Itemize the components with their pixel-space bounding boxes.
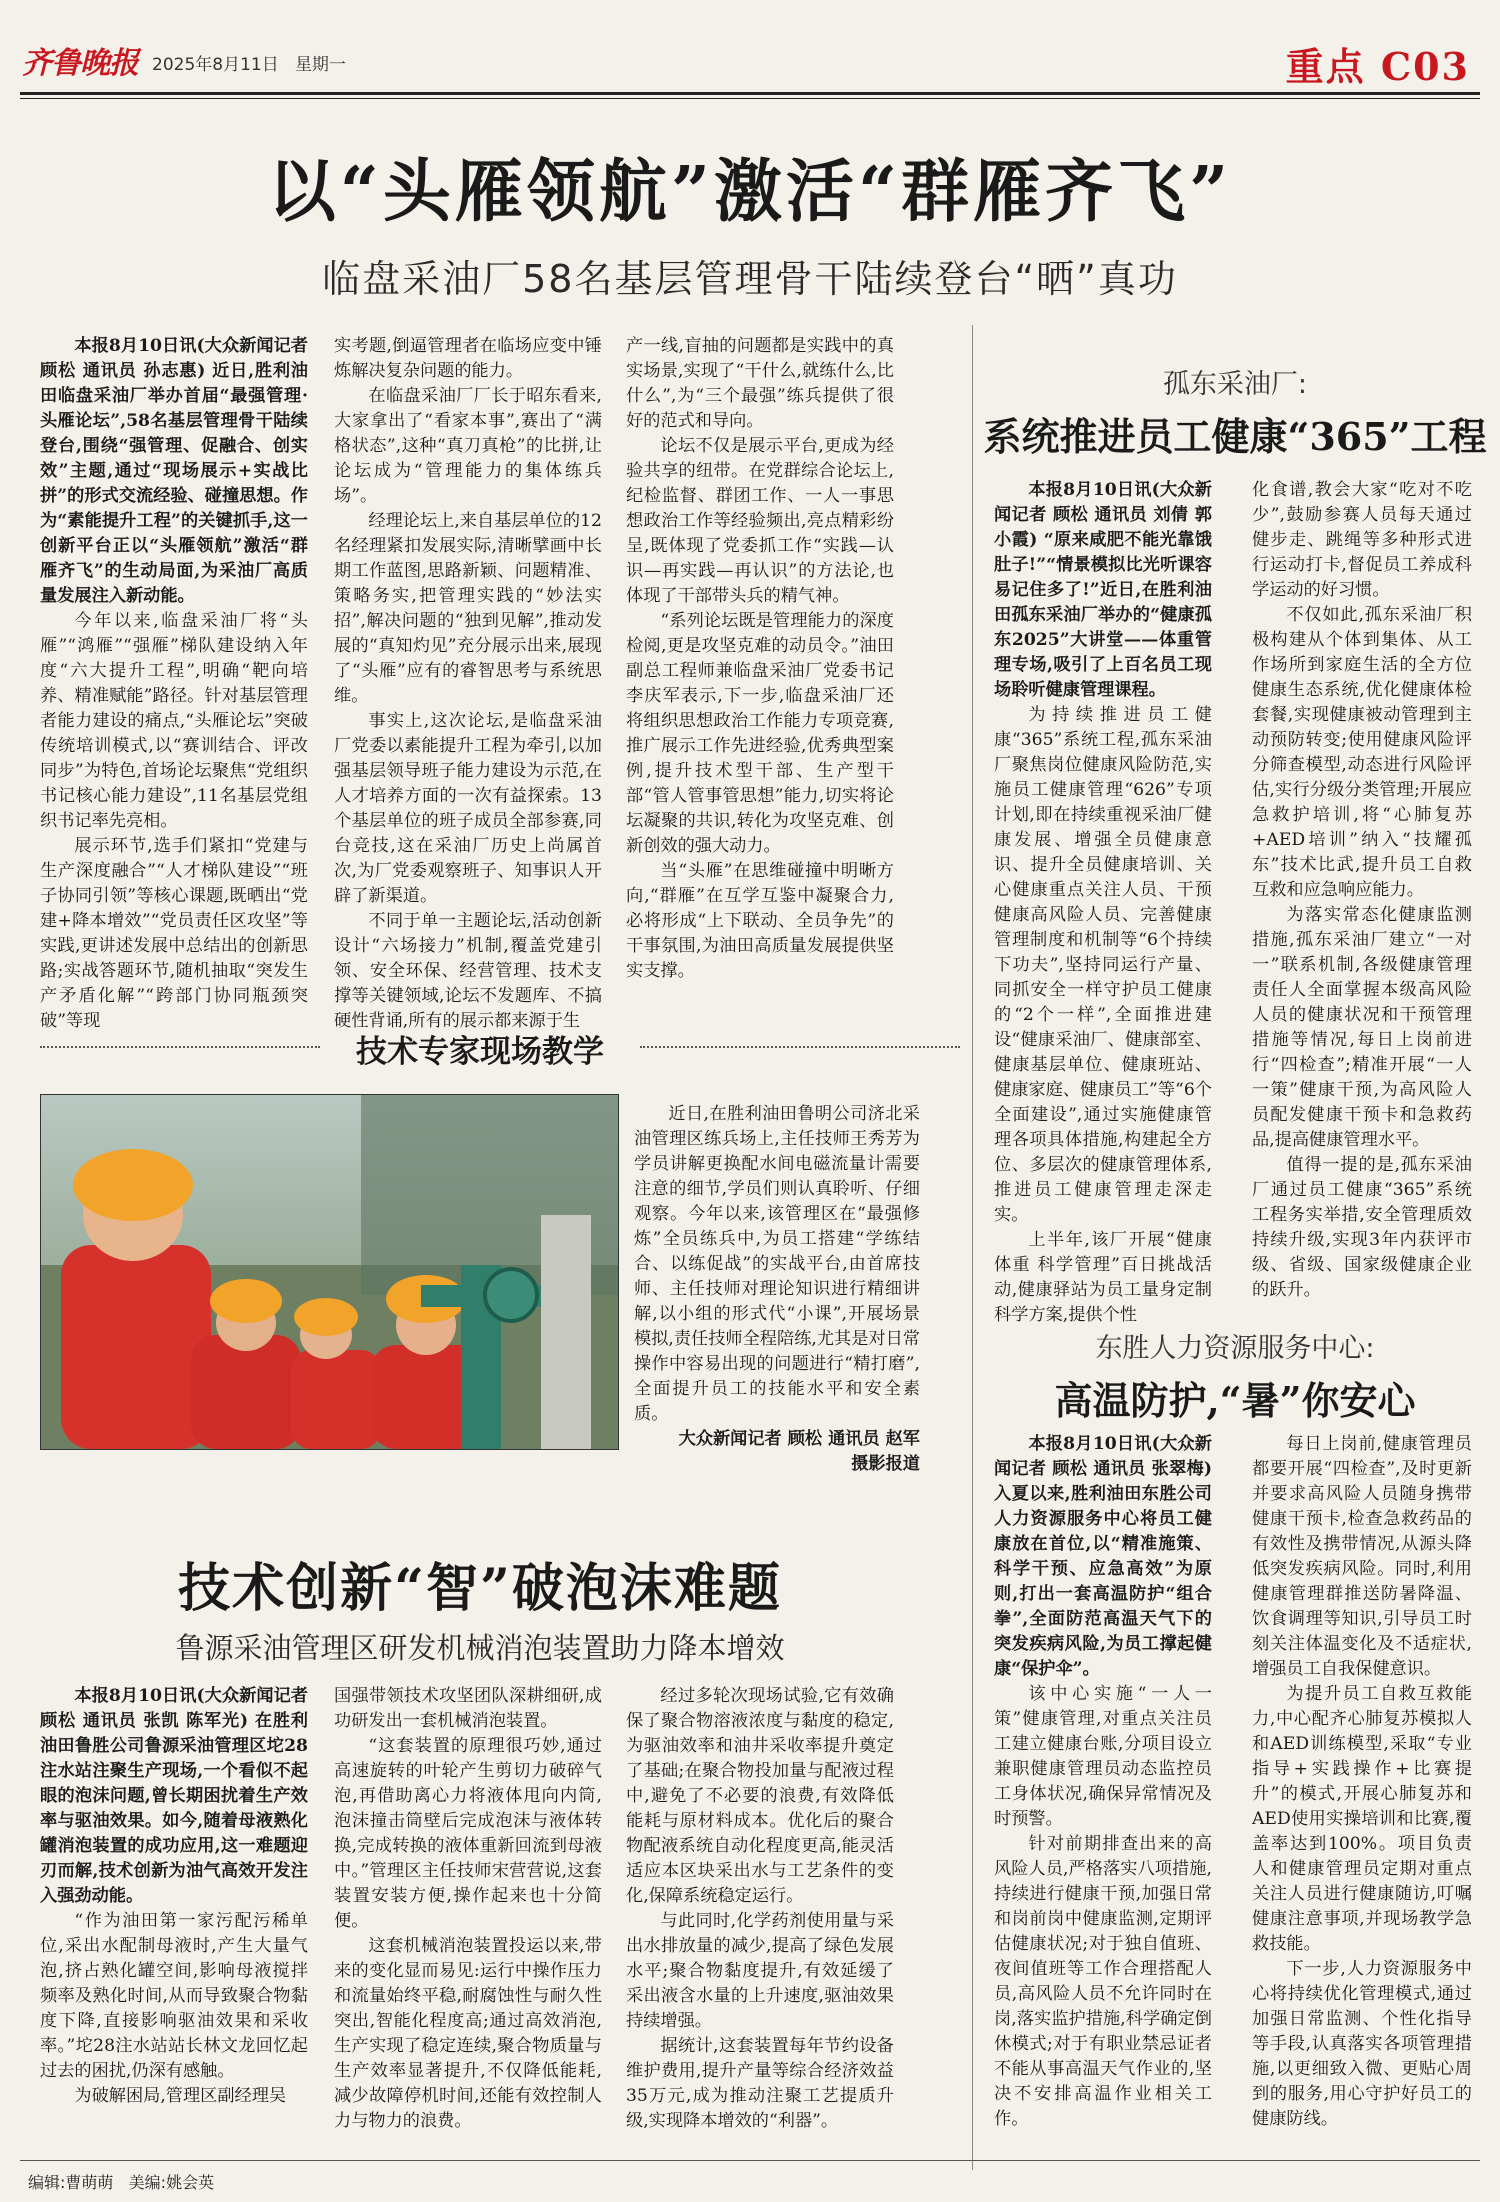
- right-story-2-col-2: [1252, 1432, 1472, 2154]
- right-story-1-paragraph: 不仅如此,孤东采油厂积极构建从个体到集体、从工作场所到家庭生活的全方位健康生态系统,优化健康体检套餐,实现健康被动管理到主动预防转变;使用健康风险评分筛查模型,动态进行风险评估,实行分级分类管理;开展应急救护培训,将“心肺复苏+AED培训”纳入“技耀孤东”技术比武,提升员工自救互救和应急响应能力。: [1252, 605, 1472, 900]
- issue-weekday: 星期一: [294, 55, 346, 75]
- main-story-paragraph: 经理论坛上,来自基层单位的12名经理紧扣发展实际,清晰擘画中长期工作蓝图,思路新颖、问题精准、策略务实,把管理实践的“妙法实招”,解决问题的“独到见解”,推动发展的“真知灼见”充分展示出来,展现了“头雁”应有的睿智思考与系统思维。: [334, 511, 602, 706]
- right-story-2-paragraph: 本报8月10日讯(大众新闻记者 顾松 通讯员 张翠梅) 入夏以来,胜利油田东胜公司人力资源服务中心将员工健康放在首位,以“精准施策、科学干预、应急高效”为原则,打出一套高温防护“组合拳”,全面防范高温天气下的突发疾病风险,为员工撑起健康“保护伞”。: [994, 1434, 1212, 1679]
- bottom-story-paragraph: 据统计,这套装置每年节约设备维护费用,提升产量等综合经济效益35万元,成为推动注聚工艺提质升级,实现降本增效的“利器”。: [626, 2036, 894, 2131]
- right-story-2-paragraph: 为提升员工自救互救能力,中心配齐心肺复苏模拟人和AED训练模型,采取“专业指导+实践操作+比赛提升”的模式,开展心肺复苏和AED使用实操培训和比赛,覆盖率达到100%。项目负责人和健康管理员定期对重点关注人员进行健康随访,叮嘱健康注意事项,并现场教学急救技能。: [1252, 1684, 1472, 1954]
- right-story-1-col-2: [1252, 478, 1472, 1308]
- main-headline: 以“头雁领航”激活“群雁齐飞”: [267, 152, 1233, 232]
- right-story-1-paragraph: 为落实常态化健康监测措施,孤东采油厂建立“一对一”联系机制,各级健康管理责任人全面掌握本级高风险人员的健康状况和干预管理措施等情况,每日上岗前进行“四检查”;精准开展“一人一策”健康干预,为高风险人员配发健康干预卡和急救药品,提高健康管理水平。: [1252, 905, 1472, 1150]
- bottom-story-paragraph: 经过多轮次现场试验,它有效确保了聚合物溶液浓度与黏度的稳定,为驱油效率和油井采收率提升奠定了基础;在聚合物投加量与配液过程中,避免了不必要的浪费,有效降低能耗与原材料成本。优化后的聚合物配液系统自动化程度更高,能灵活适应本区块采出水与工艺条件的变化,保障系统稳定运行。: [626, 1686, 894, 1906]
- workers-photo-image: [41, 1095, 618, 1449]
- issue-date-line: [152, 50, 346, 75]
- newspaper-logo: 齐鲁晚报: [22, 46, 138, 81]
- footer-designer: 美编:姚会英: [128, 2173, 215, 2192]
- right-story-2-paragraph: 针对前期排查出来的高风险人员,严格落实八项措施,持续进行健康干预,加强日常和岗前岗中健康监测,定期评估健康状况;对于独自值班、夜间值班等工作合理搭配人员,高风险人员不允许同时在岗,落实监护措施,科学确定倒休模式;对于有职业禁忌证者不能从事高温天气作业的,坚决不安排高温作业相关工作。: [994, 1834, 1212, 2129]
- main-story-paragraph: 论坛不仅是展示平台,更成为经验共享的纽带。在党群综合论坛上,纪检监督、群团工作、一人一事思想政治工作等经验频出,亮点精彩纷呈,既体现了党委抓工作“实践—认识—再实践—再认识”的方法论,也体现了干部带头兵的精气神。: [626, 436, 894, 606]
- page-section-label: 重点 C03: [1285, 44, 1470, 89]
- right-story-1-paragraph: 值得一提的是,孤东采油厂通过员工健康“365”系统工程务实举措,安全管理质效持续升级,实现3年内获评市级、省级、国家级健康企业的跃升。: [1252, 1155, 1472, 1300]
- issue-date: 2025年8月11日: [152, 55, 279, 75]
- right-story-1-paragraph: 上半年,该厂开展“健康体重 科学管理”百日挑战活动,健康驿站为员工量身定制科学方案,提供个性: [994, 1230, 1212, 1325]
- bottom-story-paragraph: “这套装置的原理很巧妙,通过高速旋转的叶轮产生剪切力破碎气泡,再借助离心力将液体甩向内筒,泡沫撞击筒壁后完成泡沫与液体转换,完成转换的液体重新回流到母液中。”管理区主任技师宋营营说,这套装置安装方便,操作起来也十分简便。: [334, 1736, 602, 1931]
- right-story-2-paragraph: 下一步,人力资源服务中心将持续优化管理模式,通过加强日常监测、个性化指导等手段,认真落实各项管理措施,以更细致入微、更贴心周到的服务,用心守护好员工的健康防线。: [1252, 1959, 1472, 2129]
- right-story-1-col-1: [994, 478, 1212, 1325]
- page-footer: [28, 2170, 214, 2193]
- bottom-story-paragraph: 与此同时,化学药剂使用量与采出水排放量的减少,提高了绿色发展水平;聚合物黏度提升,有效延缓了采出液含水量的上升速度,驱油效果持续增强。: [626, 1911, 894, 2031]
- right-story-1-headline: 系统推进员工健康“365”工程: [983, 414, 1487, 459]
- bottom-story-paragraph: 这套机械消泡装置投运以来,带来的变化显而易见:运行中操作压力和流量始终平稳,耐腐蚀性与耐久性突出,智能化程度高;通过高效消泡,生产实现了稳定连续,聚合物质量与生产效率显著提升,不仅降低能耗,减少故障停机时间,还能有效控制人力与物力的浪费。: [334, 1936, 602, 2131]
- right-story-2-kicker: 东胜人力资源服务中心:: [1095, 1333, 1375, 1364]
- main-story-paragraph: 今年以来,临盘采油厂将“头雁”“鸿雁”“强雁”梯队建设纳入年度“六大提升工程”,明确“靶向培养、精准赋能”路径。针对基层管理者能力建设的痛点,“头雁论坛”突破传统培训模式,以“赛训结合、评改同步”为特色,首场论坛聚焦“党组织书记核心能力建设”,11名基层党组织书记率先亮相。: [40, 611, 308, 831]
- bottom-story-col-3: [626, 1684, 894, 2154]
- main-story-col-2: [334, 334, 602, 1062]
- footer-rule: [20, 2160, 1480, 2161]
- footer-editor: 编辑:曹萌萌: [28, 2173, 114, 2192]
- main-story-paragraph: 本报8月10日讯(大众新闻记者 顾松 通讯员 孙志惠) 近日,胜利油田临盘采油厂举办首届“最强管理·头雁论坛”,58名基层管理骨干陆续登台,围绕“强管理、促融合、创实效”主题,通过“现场展示+实战比拼”的形式交流经验、碰撞思想。作为“素能提升工程”的关键抓手,这一创新平台正以“头雁领航”激活“群雁齐飞”的生动局面,为采油厂高质量发展注入新动能。: [40, 336, 308, 606]
- right-story-1-kicker: 孤东采油厂:: [1162, 369, 1308, 400]
- column-divider: [972, 325, 973, 2170]
- masthead-rule-thin: [20, 98, 1480, 99]
- right-story-2-col-1: [994, 1432, 1212, 2154]
- photo-story-body: 近日,在胜利油田鲁明公司济北采油管理区练兵场上,主任技师王秀芳为学员讲解更换配水间电磁流量计需要注意的细节,学员们则认真聆听、仔细观察。今年以来,该管理区在“最强修炼”全员练兵中,为员工搭建“学练结合、以练促战”的实战平台,由首席技师、主任技师对理论知识进行精细讲解,以小组的形式代“小课”,开展场景模拟,责任技师全程陪练,尤其是对日常操作中容易出现的问题进行“精打磨”,全面提升员工的技能水平和安全素质。: [634, 1104, 920, 1424]
- bottom-story-col-1: [40, 1684, 308, 2154]
- workers-photo: [40, 1094, 619, 1450]
- bottom-story-col-2: [334, 1684, 602, 2154]
- bottom-story-paragraph: 国强带领技术攻坚团队深耕细研,成功研发出一套机械消泡装置。: [334, 1686, 602, 1731]
- right-story-2-paragraph: 该中心实施“一人一策”健康管理,对重点关注员工建立健康台账,分项目设立兼职健康管理员动态监控员工身体状况,确保异常情况及时预警。: [994, 1684, 1212, 1829]
- main-story-paragraph: 实考题,倒逼管理者在临场应变中锤炼解决复杂问题的能力。: [334, 336, 602, 381]
- right-story-1-paragraph: 为持续推进员工健康“365”系统工程,孤东采油厂聚焦岗位健康风险防范,实施员工健康管理“626”专项计划,即在持续重视采油厂健康发展、增强全员健康意识、提升全员健康培训、关心健康重点关注人员、干预健康高风险人员、完善健康管理制度和机制等“6个持续下功夫”,坚持同运行产量、同抓安全一样守护员工健康的“2个一样”,全面推进建设“健康采油厂、健康部室、健康基层单位、健康班站、健康家庭、健康员工”等“6个全面建设”,通过实施健康管理各项具体措施,构建起全方位、多层次的健康管理体系,推进员工健康管理走深走实。: [994, 705, 1212, 1225]
- main-story-paragraph: “系列论坛既是管理能力的深度检阅,更是攻坚克难的动员令。”油田副总工程师兼临盘采油厂党委书记李庆军表示,下一步,临盘采油厂还将组织思想政治工作能力专项竞赛,推广展示工作先进经验,优秀典型案例,提升技术型干部、生产型干部“管人管事管思想”能力,切实将论坛凝聚的共识,转化为攻坚克难、创新创效的强大动力。: [626, 611, 894, 856]
- bottom-story-paragraph: “作为油田第一家污配污稀单位,采出水配制母液时,产生大量气泡,挤占熟化罐空间,影响母液搅拌频率及熟化时间,从而导致聚合物黏度下降,直接影响驱油效果和采收率。”坨28注水站站长林文龙回忆起过去的困扰,仍深有感触。: [40, 1911, 308, 2081]
- right-story-2-headline: 高温防护,“暑”你安心: [1054, 1378, 1416, 1423]
- right-story-1-paragraph: 本报8月10日讯(大众新闻记者 顾松 通讯员 刘倩 郭小霞) “原来咸肥不能光靠饿肚子!”“情景模拟比光听课容易记住多了!”近日,在胜利油田孤东采油厂举办的“健康孤东2025”大讲堂——体重管理专场,吸引了上百名员工现场聆听健康管理课程。: [994, 480, 1212, 700]
- main-story-paragraph: 产一线,盲抽的问题都是实践中的真实场景,实现了“干什么,就练什么,比什么”,为“三个最强”练兵提供了很好的范式和导向。: [626, 336, 894, 431]
- photo-credit: 大众新闻记者 顾松 通讯员 赵军 摄影报道: [678, 1429, 920, 1474]
- photo-section-title: 技术专家现场教学: [356, 1034, 604, 1070]
- section-rule-right: [640, 1046, 960, 1048]
- main-story-paragraph: 当“头雁”在思维碰撞中明晰方向,“群雁”在互学互鉴中凝聚合力,必将形成“上下联动、全员争先”的干事氛围,为油田高质量发展提供坚实支撑。: [626, 861, 894, 981]
- photo-story-text: [634, 1102, 920, 1474]
- section-rule-left: [40, 1046, 320, 1048]
- bottom-headline: 技术创新“智”破泡沫难题: [178, 1558, 782, 1619]
- main-subhead: 临盘采油厂58名基层管理骨干陆续登台“晒”真功: [322, 257, 1178, 301]
- main-story-paragraph: 不同于单一主题论坛,活动创新设计“六场接力”机制,覆盖党建引领、安全环保、经营管理、技术支撑等关键领域,论坛不发题库、不搞硬性背诵,所有的展示都来源于生: [334, 911, 602, 1031]
- main-story-col-3: [626, 334, 894, 1062]
- bottom-story-paragraph: 为破解困局,管理区副经理吴: [74, 2086, 287, 2106]
- main-story-col-1: [40, 334, 308, 1062]
- right-story-2-paragraph: 每日上岗前,健康管理员都要开展“四检查”,及时更新并要求高风险人员随身携带健康干预卡,检查急救药品的有效性及携带情况,从源头降低突发疾病风险。同时,利用健康管理群推送防暑降温、饮食调理等知识,引导员工时刻关注体温变化及不适症状,增强员工自我保健意识。: [1252, 1434, 1472, 1679]
- main-story-paragraph: 在临盘采油厂厂长于昭东看来,大家拿出了“看家本事”,赛出了“满格状态”,这种“真刀真枪”的比拼,让论坛成为“管理能力的集体练兵场”。: [334, 386, 602, 506]
- bottom-subhead: 鲁源采油管理区研发机械消泡装置助力降本增效: [175, 1631, 785, 1665]
- masthead-rule: [20, 92, 1480, 95]
- main-story-paragraph: 事实上,这次论坛,是临盘采油厂党委以素能提升工程为牵引,以加强基层领导班子能力建设为示范,在人才培养方面的一次有益探索。13个基层单位的班子成员全部参赛,同台竞技,这在采油厂历史上尚属首次,为厂党委观察班子、知事识人开辟了新渠道。: [334, 711, 602, 906]
- right-story-1-paragraph: 化食谱,教会大家“吃对不吃少”,鼓励参赛人员每天通过健步走、跳绳等多种形式进行运动打卡,督促员工养成科学运动的好习惯。: [1252, 480, 1472, 600]
- bottom-story-paragraph: 本报8月10日讯(大众新闻记者 顾松 通讯员 张凯 陈军光) 在胜利油田鲁胜公司鲁源采油管理区坨28注水站注聚生产现场,一个看似不起眼的泡沫问题,曾长期困扰着生产效率与驱油效果。如今,随着母液熟化罐消泡装置的成功应用,这一难题迎刃而解,技术创新为油气高效开发注入强劲动能。: [40, 1686, 308, 1906]
- main-story-paragraph: 展示环节,选手们紧扣“党建与生产深度融合”“人才梯队建设”“班子协同引领”等核心课题,既晒出“党建+降本增效”“党员责任区攻坚”等实践,更讲述发展中总结出的创新思路;实战答题环节,随机抽取“突发生产矛盾化解”“跨部门协同瓶颈突破”等现: [40, 836, 308, 1031]
